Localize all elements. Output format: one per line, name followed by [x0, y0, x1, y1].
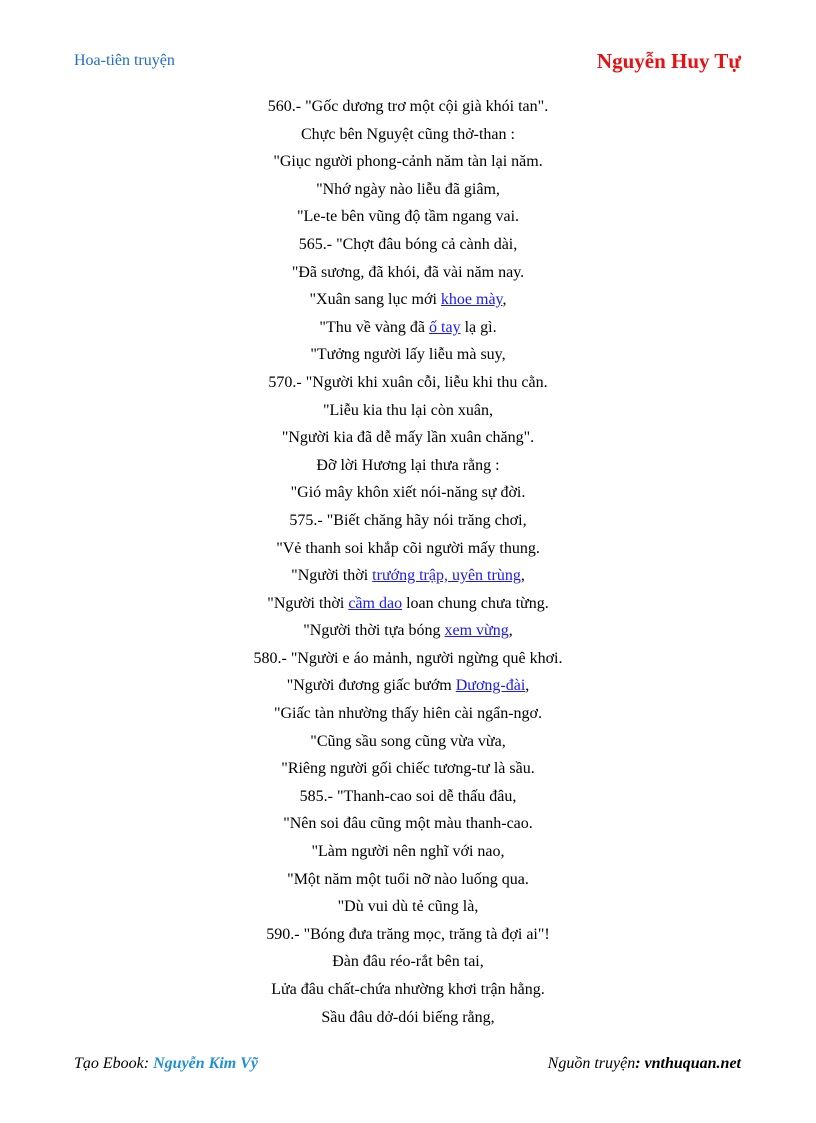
- poem-line: [0, 838, 816, 866]
- poem-text: 575.- "Biết chăng hãy nói trăng chơi,: [289, 511, 527, 529]
- poem-text: "Giấc tàn nhường thấy hiên cài ngẩn-ngơ.: [273, 705, 543, 723]
- poem-line: [0, 535, 816, 563]
- poem-line: [0, 507, 816, 535]
- poem-line: [0, 341, 816, 369]
- poem-line: [0, 479, 816, 507]
- poem-line: [0, 755, 816, 783]
- poem-text: ,: [520, 567, 525, 585]
- author-name: Nguyễn Huy Tự: [596, 49, 741, 73]
- poem-line: [0, 893, 816, 921]
- poem-text: 580.- "Người e áo mảnh, người ngừng quê khơi.: [253, 649, 563, 667]
- poem-text: "Một năm một tuổi nỡ nào luống qua.: [287, 870, 529, 888]
- poem-line: [0, 948, 816, 976]
- poem-text: Sầu đâu dở-dói biếng rằng,: [321, 1008, 495, 1026]
- poem-text: "Người đương giấc bướm: [286, 677, 456, 695]
- poem-text: "Cũng sầu song cũng vừa vừa,: [310, 732, 506, 750]
- footer-source-sep: :: [635, 1055, 645, 1072]
- poem-line: [0, 176, 816, 204]
- poem-line: [0, 231, 816, 259]
- poem-text: 570.- "Người khi xuân cỗi, liễu khi thu cằn.: [268, 373, 548, 391]
- poem-text: "Đã sương, đã khói, đã vài năm nay.: [291, 263, 525, 281]
- poem-line: [0, 424, 816, 452]
- book-title: Hoa-tiên truyện: [74, 52, 175, 69]
- poem-text: loan chung chưa từng.: [402, 594, 549, 612]
- poem-line: [0, 672, 816, 700]
- poem-text: "Gió mây khôn xiết nói-năng sự đời.: [290, 484, 526, 502]
- footer-ebook-sep: :: [143, 1055, 154, 1072]
- poem-text: "Nên soi đâu cũng một màu thanh-cao.: [283, 815, 533, 833]
- poem-text: "Làm người nên nghĩ với nao,: [311, 843, 505, 861]
- annotation-link[interactable]: khoe mày: [440, 291, 503, 309]
- poem-line: [0, 259, 816, 287]
- poem-text: "Vẻ thanh soi khắp cõi người mấy thung.: [276, 539, 540, 557]
- poem-line: [0, 810, 816, 838]
- poem-text: ,: [502, 291, 507, 309]
- poem-line: [0, 121, 816, 149]
- annotation-link[interactable]: ố tay: [429, 318, 461, 336]
- poem-line: [0, 700, 816, 728]
- poem-line: [0, 369, 816, 397]
- footer-ebook-name: Nguyễn Kim Vỹ: [153, 1055, 258, 1072]
- annotation-link[interactable]: xem vừng: [444, 622, 509, 640]
- poem-line: [0, 921, 816, 949]
- footer-ebook-credit: [74, 1055, 258, 1073]
- poem-line: [0, 93, 816, 121]
- poem-text: 590.- "Bóng đưa trăng mọc, trăng tà đợi ai"!: [266, 925, 550, 943]
- poem-text: Lửa đâu chất-chứa nhường khơi trận hằng.: [271, 981, 545, 998]
- poem-line: [0, 1004, 816, 1032]
- poem-text: 560.- "Gốc dương trơ một cội già khói tan".: [267, 98, 549, 115]
- poem-line: [0, 645, 816, 673]
- poem-line: [0, 617, 816, 645]
- poem-text: "Liễu kia thu lại còn xuân,: [322, 401, 494, 419]
- footer-source-site: vnthuquan.net: [644, 1055, 741, 1072]
- poem-line: [0, 286, 816, 314]
- poem-line: [0, 976, 816, 1004]
- poem-text: "Người kia đã dễ mấy lần xuân chăng".: [281, 429, 535, 447]
- poem-text: "Người thời: [267, 594, 349, 612]
- poem-text: ,: [525, 677, 530, 695]
- poem-line: [0, 397, 816, 425]
- poem-body: [0, 93, 816, 1031]
- poem-text: Đỡ lời Hương lại thưa rằng :: [316, 456, 500, 474]
- footer-ebook-label: Tạo Ebook: [74, 1055, 144, 1072]
- poem-text: "Xuân sang lục mới: [309, 291, 441, 309]
- poem-line: [0, 562, 816, 590]
- poem-line: [0, 314, 816, 342]
- footer-source-label: Nguồn truyện: [547, 1055, 636, 1072]
- poem-line: [0, 452, 816, 480]
- poem-text: Đàn đâu réo-rắt bên tai,: [332, 953, 484, 971]
- poem-text: Chực bên Nguyệt cũng thở-than :: [301, 125, 515, 143]
- poem-text: "Nhớ ngày nào liễu đã giâm,: [316, 180, 500, 198]
- poem-text: 565.- "Chợt đâu bóng cả cành dài,: [298, 235, 518, 253]
- poem-line: [0, 590, 816, 618]
- poem-line: [0, 203, 816, 231]
- poem-text: "Giục người phong-cảnh năm tàn lại năm.: [273, 153, 543, 171]
- poem-text: lạ gì.: [460, 318, 497, 336]
- poem-text: "Thu về vàng đã: [319, 318, 430, 336]
- poem-text: 585.- "Thanh-cao soi dễ thấu đâu,: [299, 787, 517, 805]
- poem-text: "Le-te bên vũng độ tầm ngang vai.: [296, 208, 520, 226]
- poem-line: [0, 866, 816, 894]
- annotation-link[interactable]: cầm dao: [348, 594, 403, 612]
- footer-source-credit: [548, 1055, 741, 1073]
- poem-text: "Tưởng người lấy liễu mà suy,: [310, 346, 506, 364]
- annotation-link[interactable]: trướng trập, uyên trùng: [372, 567, 521, 585]
- poem-text: "Riêng người gối chiếc tương-tư là sầu.: [281, 760, 535, 778]
- poem-line: [0, 728, 816, 756]
- poem-line: [0, 783, 816, 811]
- poem-line: [0, 148, 816, 176]
- poem-text: "Người thời tựa bóng: [303, 622, 445, 640]
- poem-text: "Người thời: [291, 567, 373, 585]
- poem-text: "Dù vui dù tẻ cũng là,: [337, 898, 479, 916]
- annotation-link[interactable]: Dương-đài: [455, 677, 526, 695]
- poem-text: ,: [508, 622, 513, 640]
